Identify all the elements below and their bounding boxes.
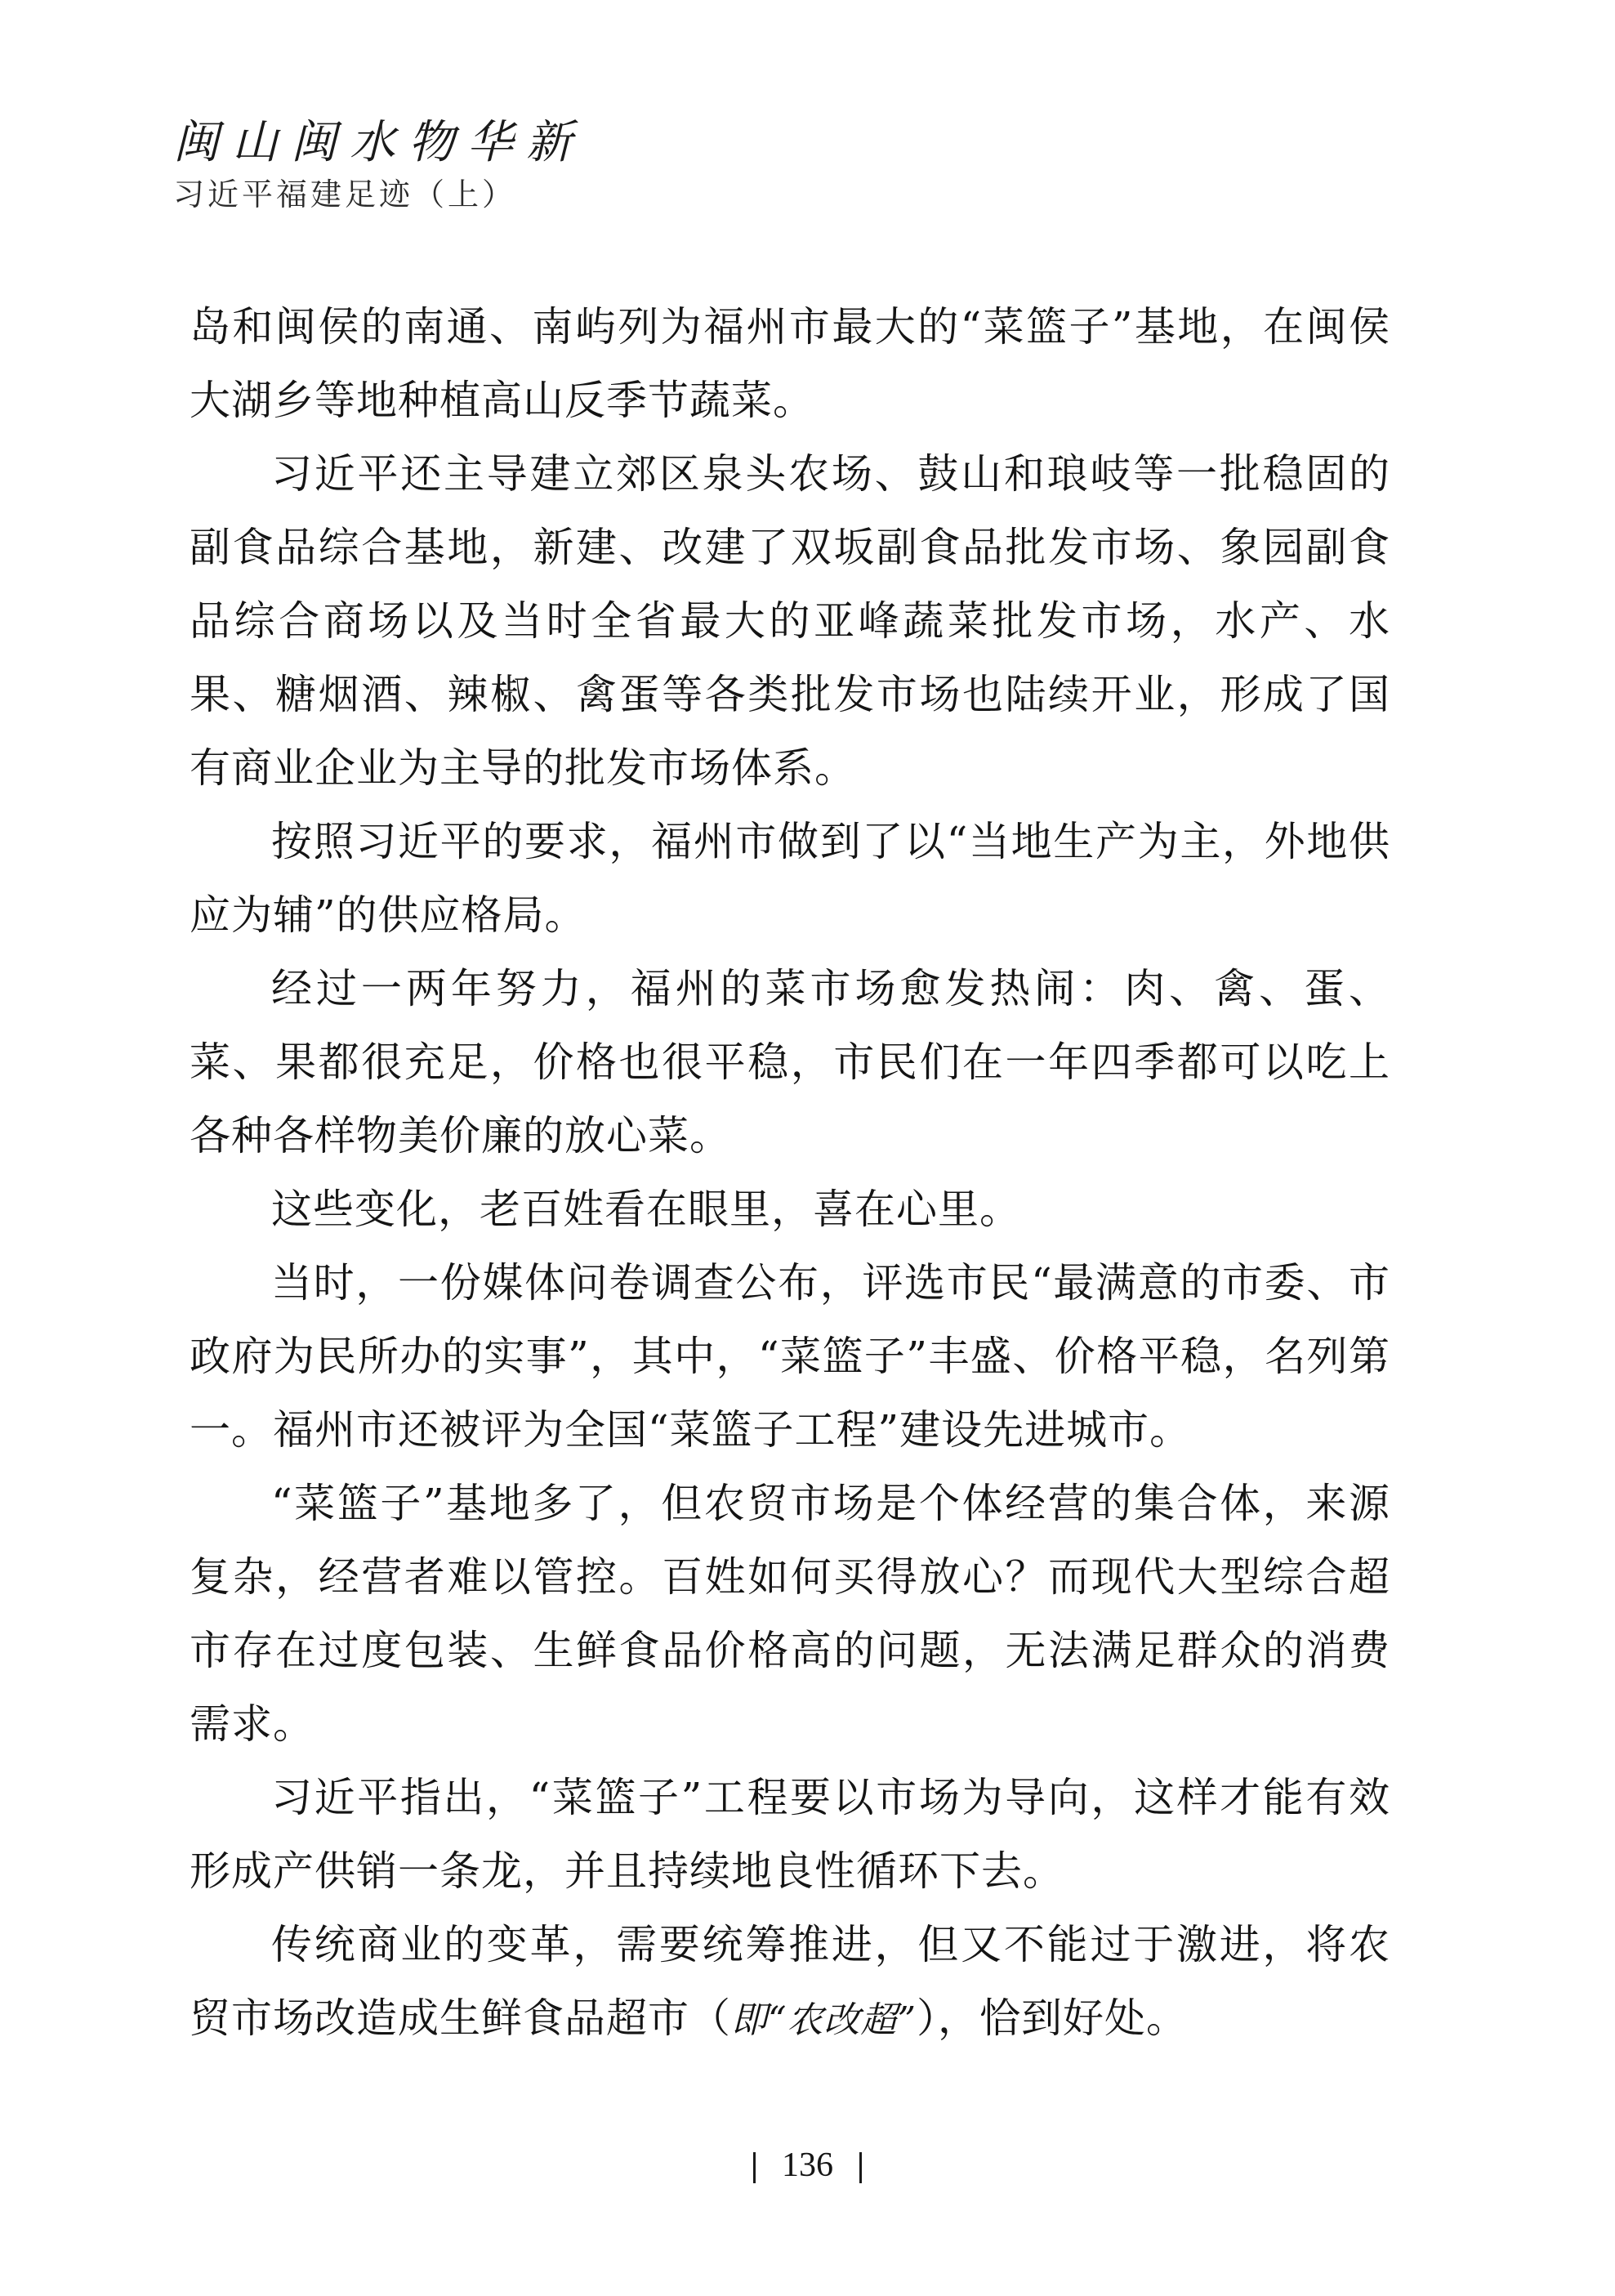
body-text	[190, 290, 1390, 2057]
page-number: 136	[782, 2146, 833, 2184]
running-head	[173, 114, 585, 216]
paragraph: “菜篮子”基地多了，但农贸市场是个体经营的集合体，来源复杂，经营者难以管控。百姓如何买得放心？而现代大型综合超市存在过度包装、生鲜食品价格高的问题，无法满足群众的消费需求。	[190, 1480, 1390, 1748]
paragraph-text: 传统商业的变革，需要统筹推进，但又不能过于激进，将农贸市场改造成生鲜食品超市（	[190, 1921, 1390, 2042]
paragraph: 经过一两年努力，福州的菜市场愈发热闹：肉、禽、蛋、菜、果都很充足，价格也很平稳，市民们在一年四季都可以吃上各种各样物美价廉的放心菜。	[190, 965, 1390, 1159]
paragraph: 习近平还主导建立郊区泉头农场、鼓山和琅岐等一批稳固的副食品综合基地，新建、改建了双坂副食品批发市场、象园副食品综合商场以及当时全省最大的亚峰蔬菜批发市场，水产、水果、糖烟酒、辣椒、禽蛋等各类批发市场也陆续开业，形成了国有商业企业为主导的批发市场体系。	[190, 450, 1390, 792]
book-subtitle: 习近平福建足迹（上）	[173, 176, 517, 212]
book-title: 闽山闽水物华新	[173, 116, 585, 169]
inline-note: 即“农改超”	[731, 1999, 917, 2041]
paragraph: 岛和闽侯的南通、南屿列为福州市最大的“菜篮子”基地，在闽侯大湖乡等地种植高山反季节蔬菜。	[190, 303, 1390, 424]
folio-bar-right	[859, 2152, 862, 2183]
paragraph: 按照习近平的要求，福州市做到了以“当地生产为主，外地供应为辅”的供应格局。	[190, 818, 1390, 939]
paragraph-text: ），恰到好处。	[917, 1994, 1188, 2042]
paragraph-last	[190, 1908, 1390, 2057]
paragraph: 习近平指出，“菜篮子”工程要以市场为导向，这样才能有效形成产供销一条龙，并且持续地良性循环下去。	[190, 1774, 1390, 1895]
paragraph: 当时，一份媒体问卷调查公布，评选市民“最满意的市委、市政府为民所办的实事”，其中，“菜篮子”丰盛、价格平稳，名列第一。福州市还被评为全国“菜篮子工程”建设先进城市。	[190, 1259, 1390, 1454]
page-footer	[0, 2145, 1615, 2186]
paragraph: 这些变化，老百姓看在眼里，喜在心里。	[271, 1186, 1021, 1233]
folio-bar-left	[753, 2152, 756, 2183]
